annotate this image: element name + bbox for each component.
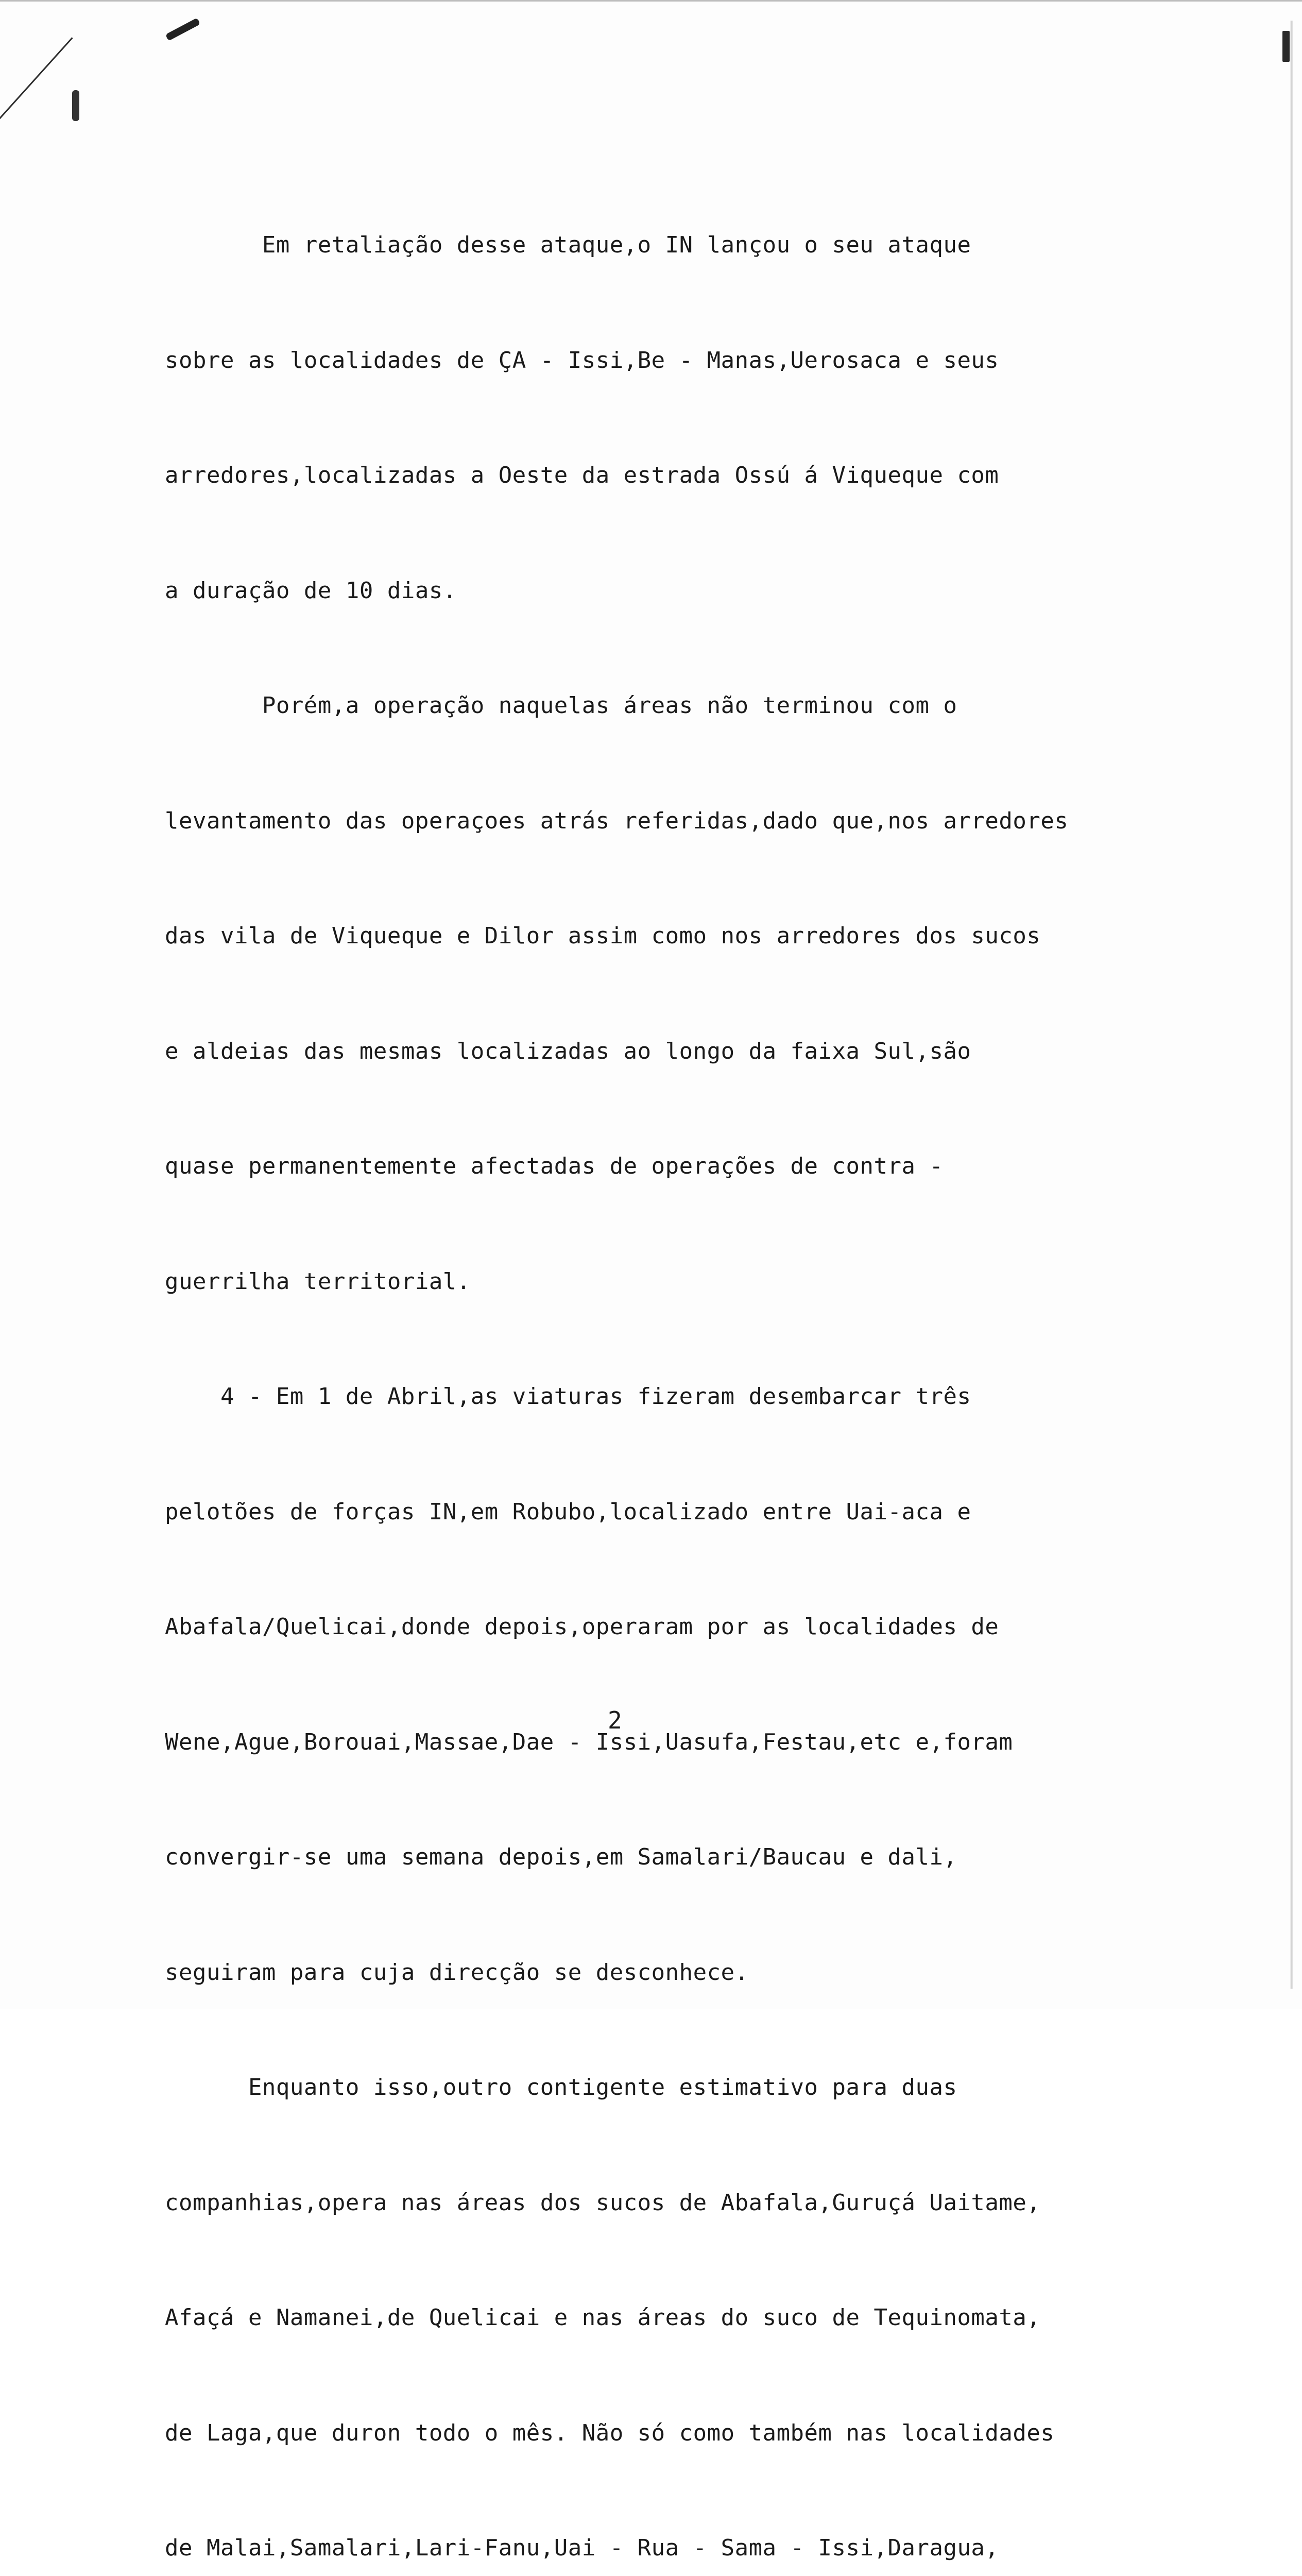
text-line: pelotões de forças IN,em Robubo,localizado entre Uai-aca e: [165, 1498, 971, 1525]
text-line: Enquanto isso,outro contigente estimativo para duas: [165, 2074, 957, 2100]
text-line: Em retaliação desse ataque,o IN lançou o seu ataque: [165, 232, 971, 258]
text-line: sobre as localidades de ÇA - Issi,Be - Manas,Uerosaca e seus: [165, 347, 999, 374]
margin-stroke: [0, 37, 73, 130]
text-line: arredores,localizadas a Oeste da estrada Ossú á Viqueque com: [165, 462, 999, 488]
page-number: 2: [608, 1706, 622, 1734]
text-line: levantamento das operaçoes atrás referidas,dado que,nos arredores: [165, 807, 1069, 834]
text-line: companhias,opera nas áreas dos sucos de Abafala,Guruçá Uaitame,: [165, 2189, 1041, 2216]
text-line: 4 - Em 1 de Abril,as viaturas fizeram desembarcar três: [165, 1383, 971, 1410]
text-line: das vila de Viqueque e Dilor assim como nos arredores dos sucos: [165, 923, 1041, 949]
text-line: quase permanentemente afectadas de operações de contra -: [165, 1153, 944, 1179]
scan-edge-top: [0, 0, 1302, 2]
text-line: e aldeias das mesmas localizadas ao longo da faixa Sul,são: [165, 1038, 971, 1064]
punch-hole-mark: [72, 90, 79, 121]
text-line: Abafala/Quelicai,donde depois,operaram por as localidades de: [165, 1614, 999, 1640]
text-line: de Laga,que duron todo o mês. Não só como também nas localidades: [165, 2419, 1055, 2446]
scan-mark-right: [1282, 31, 1290, 62]
text-line: Porém,a operação naquelas áreas não terminou com o: [165, 692, 957, 719]
text-line: a duração de 10 dias.: [165, 577, 457, 604]
body-text: [165, 149, 1169, 2576]
text-line: seguiram para cuja direcção se desconhece.: [165, 1959, 749, 1986]
text-line: convergir-se uma semana depois,em Samalari/Baucau e dali,: [165, 1844, 957, 1870]
text-line: de Malai,Samalari,Lari-Fanu,Uai - Rua - Sama - Issi,Daragua,: [165, 2535, 999, 2561]
text-line: Wene,Ague,Borouai,Massae,Dae - Issi,Uasufa,Festau,etc e,foram: [165, 1728, 1013, 1755]
scan-mark-corner: [165, 18, 200, 41]
text-line: guerrilha territorial.: [165, 1268, 471, 1295]
text-line: Afaçá e Namanei,de Quelicai e nas áreas do suco de Tequinomata,: [165, 2304, 1041, 2331]
scan-edge-right: [1290, 21, 1293, 1989]
